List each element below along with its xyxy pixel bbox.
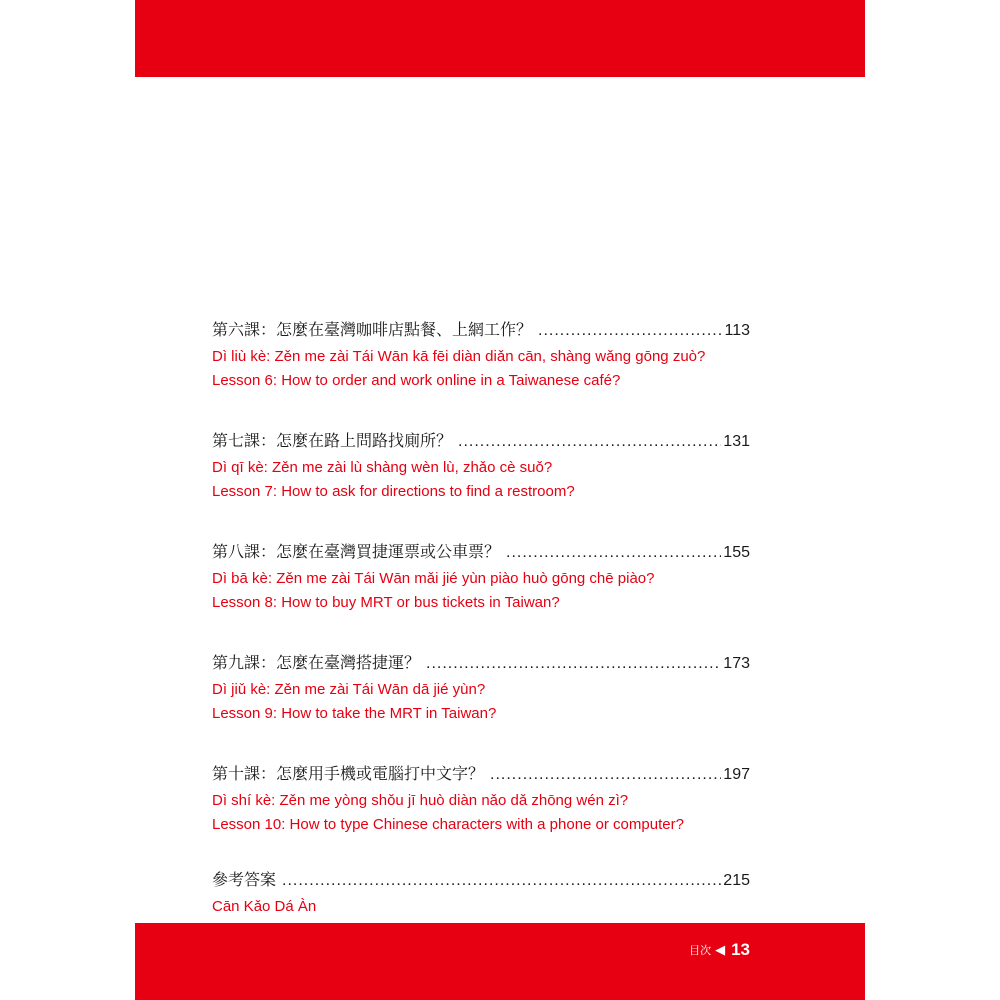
toc-pinyin: Dì liù kè: Zěn me zài Tái Wān kā fēi diàn diǎn cān, shàng wǎng gōng zuò? bbox=[212, 348, 706, 365]
toc-page-number: 215 bbox=[723, 872, 750, 889]
toc-page-number: 113 bbox=[724, 322, 750, 339]
toc-entry-lesson-6[interactable] bbox=[212, 317, 750, 393]
toc-heading-line bbox=[212, 761, 750, 785]
top-red-band bbox=[135, 0, 865, 77]
toc-entry-lesson-7[interactable] bbox=[212, 428, 750, 504]
toc-heading-line bbox=[212, 428, 750, 452]
toc-pinyin: Dì qī kè: Zěn me zài lù shàng wèn lù, zhǎo cè suǒ? bbox=[212, 459, 553, 476]
toc-pinyin: Dì shí kè: Zěn me yòng shǒu jī huò diàn nǎo dǎ zhōng wén zì? bbox=[212, 792, 629, 809]
toc-chinese-title: 第七課：怎麼在路上問路找廁所？ bbox=[212, 433, 453, 450]
toc-entry-lesson-9[interactable] bbox=[212, 650, 750, 726]
toc-page-number: 131 bbox=[723, 433, 750, 450]
toc-page-number: 197 bbox=[723, 766, 750, 783]
page-footer bbox=[689, 940, 750, 960]
toc-pinyin: Dì bā kè: Zěn me zài Tái Wān mǎi jié yùn piào huò gōng chē piào? bbox=[212, 570, 655, 587]
toc-chinese-title: 第八課：怎麼在臺灣買捷運票或公車票？ bbox=[212, 544, 501, 561]
toc-chinese-title: 參考答案 bbox=[212, 872, 277, 889]
footer-section-label: 目次 bbox=[689, 945, 712, 957]
toc-chinese-title: 第六課：怎麼在臺灣咖啡店點餐、上網工作？ bbox=[212, 322, 533, 339]
triangle-left-icon: ◀ bbox=[715, 942, 726, 957]
toc-heading-line bbox=[212, 539, 750, 563]
toc-heading-line bbox=[212, 317, 750, 341]
toc-english-title: Lesson 9: How to take the MRT in Taiwan? bbox=[212, 705, 497, 722]
dot-leader bbox=[538, 322, 722, 340]
toc-chinese-title: 第九課：怎麼在臺灣搭捷運？ bbox=[212, 655, 421, 672]
toc-heading-line bbox=[212, 867, 750, 891]
footer-page-number: 13 bbox=[731, 940, 750, 959]
dot-leader bbox=[282, 872, 721, 890]
dot-leader bbox=[506, 544, 721, 562]
toc-pinyin: Cān Kǎo Dá Àn bbox=[212, 898, 317, 915]
table-of-contents bbox=[212, 317, 750, 943]
toc-english-title: Lesson 6: How to order and work online in a Taiwanese café? bbox=[212, 372, 621, 389]
dot-leader bbox=[426, 655, 721, 673]
book-page bbox=[135, 0, 865, 1000]
dot-leader bbox=[458, 433, 721, 451]
bottom-red-band bbox=[135, 923, 865, 1000]
dot-leader bbox=[490, 766, 721, 784]
toc-english-title: Lesson 10: How to type Chinese characters with a phone or computer? bbox=[212, 816, 684, 833]
toc-chinese-title: 第十課：怎麼用手機或電腦打中文字？ bbox=[212, 766, 485, 783]
toc-english-title: Lesson 7: How to ask for directions to find a restroom? bbox=[212, 483, 575, 500]
toc-heading-line bbox=[212, 650, 750, 674]
toc-page-number: 173 bbox=[723, 655, 750, 672]
toc-pinyin: Dì jiǔ kè: Zěn me zài Tái Wān dā jié yùn? bbox=[212, 681, 486, 698]
toc-page-number: 155 bbox=[723, 544, 750, 561]
toc-entry-lesson-10[interactable] bbox=[212, 761, 750, 837]
toc-english-title: Lesson 8: How to buy MRT or bus tickets in Taiwan? bbox=[212, 594, 560, 611]
toc-entry-lesson-8[interactable] bbox=[212, 539, 750, 615]
